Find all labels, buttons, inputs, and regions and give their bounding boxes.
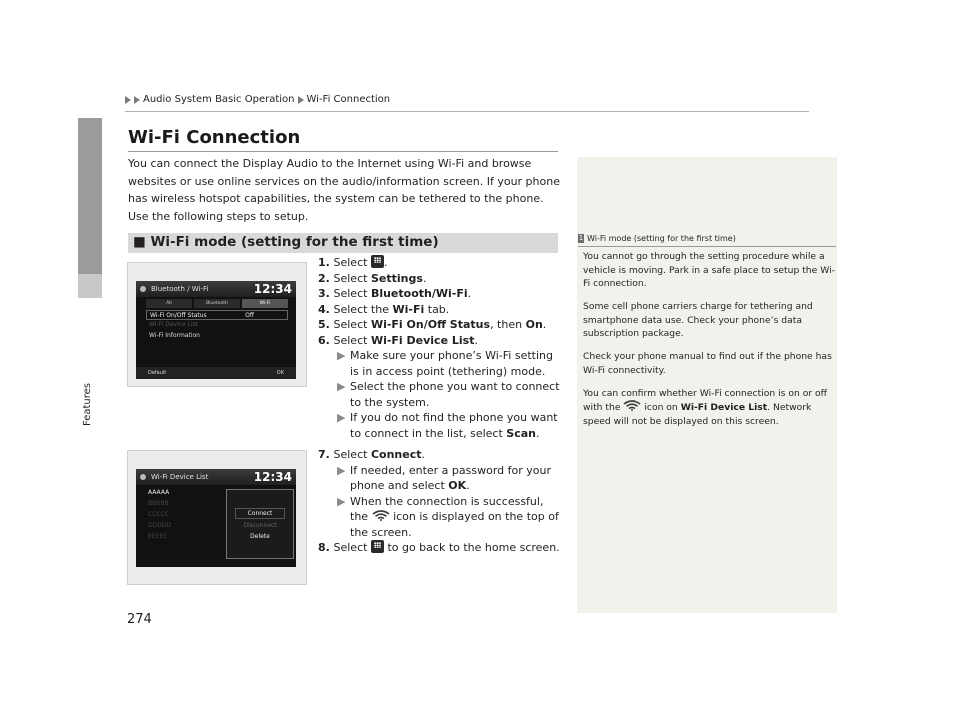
screen-header: [136, 469, 296, 485]
step-item: [318, 317, 563, 333]
row-label: Wi-Fi On/Off Status: [150, 311, 207, 319]
step-text: .: [467, 287, 472, 300]
step-text: .: [542, 318, 547, 331]
row-value: Off: [245, 311, 254, 319]
device-item[interactable]: EEEEE: [148, 533, 167, 540]
step-text: , then: [490, 318, 523, 331]
note-header: [578, 234, 736, 243]
step-substep: [318, 348, 563, 379]
screen-display: [136, 281, 296, 379]
substep-arrow-icon: ▶: [337, 349, 346, 362]
home-icon: [371, 540, 384, 553]
breadcrumb-arrow-icon: [134, 96, 140, 104]
screen-display: [136, 469, 296, 567]
wifi-icon: [372, 510, 390, 521]
wifi-device-list-row[interactable]: Wi-Fi Device List: [149, 321, 199, 328]
title-divider: [128, 151, 558, 152]
context-popup: [226, 489, 294, 559]
side-label: Features: [82, 383, 93, 426]
step-keyword: Wi-Fi On/Off Status: [370, 318, 491, 331]
wifi-status-row[interactable]: [146, 310, 288, 320]
section-title-text: Wi-Fi mode (setting for the first time): [150, 234, 439, 250]
substep-text: Select the phone you want to connect to the system.: [350, 380, 560, 409]
substep-text: .: [466, 479, 470, 492]
page-number: 274: [127, 612, 152, 627]
step-text: Select the: [333, 302, 389, 316]
screen-clock: 12:34: [253, 470, 292, 484]
back-icon: [140, 474, 146, 480]
step-keyword: Wi-Fi: [392, 302, 425, 316]
tab-all[interactable]: All: [146, 299, 192, 308]
step-text: Select: [333, 287, 368, 300]
chapter-tab: [78, 118, 102, 274]
tab-wifi[interactable]: Wi-Fi: [242, 299, 288, 308]
home-icon: [371, 255, 384, 268]
substep-text: Make sure your phone’s Wi-Fi setting is in access point (tethering) mode.: [350, 349, 553, 378]
step-text: Select: [333, 541, 368, 554]
step-item: [318, 286, 563, 302]
step-number: 8.: [318, 541, 330, 554]
step-number: 6.: [318, 333, 330, 347]
device-item[interactable]: CCCCC: [148, 511, 169, 518]
delete-button[interactable]: Delete: [250, 533, 270, 540]
step-keyword: Bluetooth/Wi-Fi: [370, 287, 468, 300]
step-substep: [318, 410, 563, 441]
substep-arrow-icon: ▶: [337, 380, 346, 393]
note-paragraph: You cannot go through the setting procedure while a vehicle is moving. Park in a safe place to setup the Wi-Fi connection.: [583, 251, 835, 289]
tab-bluetooth[interactable]: Bluetooth: [194, 299, 240, 308]
step-number: 1.: [318, 256, 330, 269]
breadcrumb-item[interactable]: Audio System Basic Operation: [143, 94, 295, 105]
note-number: 1: [578, 234, 584, 242]
substep-text: If you do not find the phone you want to connect in the list, select: [350, 411, 558, 440]
device-item[interactable]: BBBBB: [148, 500, 169, 507]
step-text: .: [383, 256, 388, 269]
breadcrumb-arrow-icon: [125, 96, 131, 104]
step-keyword: Scan: [506, 426, 536, 440]
step-substep: [318, 463, 563, 494]
note-paragraph: Some cell phone carriers charge for tethering and smartphone data use. Check your phone’s data subscription package.: [583, 301, 813, 339]
step-keyword: Wi-Fi Device List: [370, 333, 475, 347]
step-text: Select: [333, 448, 368, 461]
note-text: icon on: [644, 402, 678, 413]
step-item: [318, 255, 563, 271]
step-number: 5.: [318, 318, 330, 331]
wifi-icon: [623, 400, 641, 411]
section-bullet: ■: [133, 234, 146, 250]
step-item: [318, 271, 563, 287]
substep-text: If needed, enter a password for your phone and select: [350, 463, 551, 492]
step-text: .: [422, 271, 427, 285]
screenshot-wifi-device-list: [127, 450, 307, 585]
screen-title: Wi-Fi Device List: [151, 473, 209, 481]
screen-title: Bluetooth / Wi-Fi: [151, 285, 209, 293]
note-divider: [578, 246, 836, 247]
page-title: Wi-Fi Connection: [128, 127, 301, 148]
screen-tabs: [146, 299, 288, 308]
note-text: You can confirm whether Wi-Fi connection is on or off with the: [583, 387, 827, 413]
substep-arrow-icon: ▶: [337, 494, 346, 508]
screen-clock: 12:34: [253, 282, 292, 296]
note-body: [583, 250, 835, 438]
step-keyword: Connect: [370, 448, 422, 461]
step-number: 2.: [318, 271, 330, 285]
wifi-information-row[interactable]: Wi-Fi Information: [149, 332, 200, 339]
disconnect-button[interactable]: Disconnect: [243, 522, 277, 529]
default-button[interactable]: Default: [148, 370, 167, 376]
step-number: 7.: [318, 448, 330, 461]
step-substep: [318, 379, 563, 410]
step-text: .: [421, 448, 425, 461]
ok-button[interactable]: OK: [276, 370, 284, 376]
step-list: [318, 255, 563, 556]
substep-arrow-icon: ▶: [337, 411, 346, 424]
note-paragraph: [583, 387, 835, 429]
note-keyword: Wi-Fi Device List: [680, 402, 768, 413]
header-divider: [125, 111, 809, 112]
step-text: to go back to the home screen.: [387, 541, 560, 554]
screenshot-bluetooth-wifi: [127, 262, 307, 387]
breadcrumb-arrow-icon: [298, 96, 304, 104]
step-number: 3.: [318, 287, 330, 300]
note-paragraph: Check your phone manual to find out if the phone has Wi-Fi connectivity.: [583, 351, 832, 376]
step-item: [318, 540, 563, 556]
substep-text: .: [536, 426, 540, 440]
step-keyword: OK: [448, 479, 467, 492]
substep-text: icon is displayed on the top of the screen.: [350, 510, 559, 539]
screen-footer: [136, 367, 296, 379]
step-number: 4.: [318, 302, 330, 316]
connect-button[interactable]: Connect: [235, 508, 285, 519]
note-title: Wi-Fi mode (setting for the first time): [587, 234, 736, 243]
substep-arrow-icon: ▶: [337, 463, 346, 477]
substep-text: When the connection is successful, the: [350, 494, 544, 523]
device-item[interactable]: AAAAA: [148, 489, 170, 496]
chapter-tab-lower: [78, 274, 102, 298]
breadcrumb-item[interactable]: Wi-Fi Connection: [306, 94, 391, 105]
device-item[interactable]: DDDDD: [148, 522, 172, 529]
intro-paragraph: You can connect the Display Audio to the Internet using Wi-Fi and browse websites or use online services on the audio/information screen. If your phone has wireless hotspot capabilities, the system can be tethered to the phone. Use the following steps to setup.: [128, 157, 560, 223]
step-keyword: Settings: [370, 271, 423, 285]
step-keyword: On: [525, 318, 543, 331]
step-substep: [318, 494, 563, 541]
step-item: [318, 333, 563, 349]
back-icon: [140, 286, 146, 292]
step-item: [318, 447, 563, 463]
step-text: Select: [333, 318, 368, 331]
step-text: Select: [333, 256, 368, 269]
section-title: [133, 234, 439, 250]
step-text: .: [474, 333, 478, 347]
breadcrumb: [125, 94, 390, 105]
step-text: Select: [333, 333, 368, 347]
note-text: . Network speed will not be displayed on this screen.: [583, 402, 812, 427]
screen-header: [136, 281, 296, 297]
step-item: [318, 302, 563, 318]
step-text: tab.: [427, 302, 450, 316]
step-text: Select: [333, 271, 368, 285]
